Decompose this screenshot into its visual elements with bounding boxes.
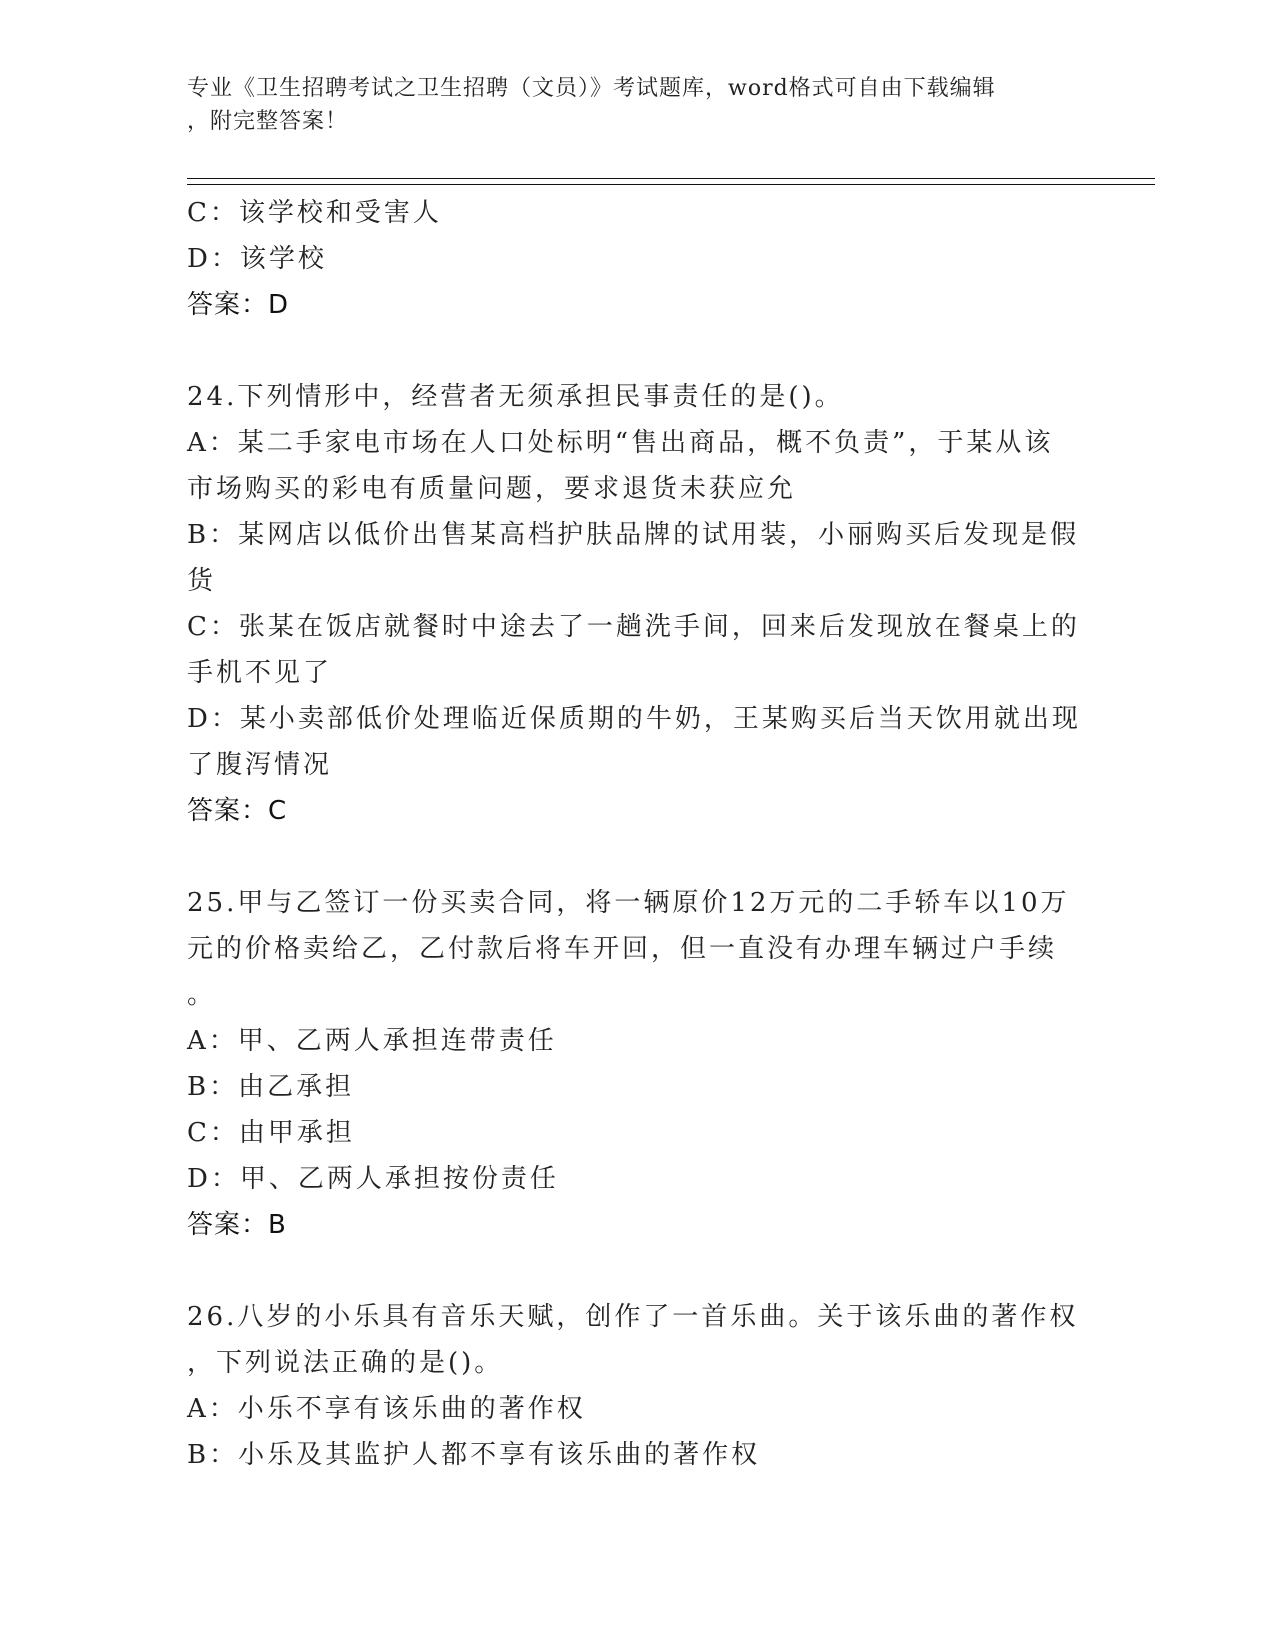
option-line: C：张某在饭店就餐时中途去了一趟洗手间，回来后发现放在餐桌上的 (187, 612, 1080, 642)
option-line: 市场购买的彩电有质量问题，要求退货未获应允 (187, 474, 797, 504)
question-block (187, 880, 1070, 1248)
header-title-line-2: ，附完整答案！ (187, 109, 349, 134)
option-line: A：某二手家电市场在人口处标明“售出商品，概不负责”，于某从该 (187, 428, 1054, 458)
option-line: D：甲、乙两人承担按份责任 (187, 1164, 559, 1194)
question-block (187, 1294, 1079, 1478)
option-line: B：由乙承担 (187, 1072, 355, 1102)
question-block (187, 190, 1067, 328)
answer-line: 答案：C (187, 796, 288, 826)
block-spacer (187, 1248, 1067, 1294)
document-header (187, 72, 1067, 138)
option-line: A：小乐不享有该乐曲的著作权 (187, 1394, 586, 1424)
question-stem: 元的价格卖给乙，乙付款后将车开回，但一直没有办理车辆过户手续 (187, 934, 1058, 964)
header-rule-top (187, 178, 1155, 179)
option-line: D：该学校 (187, 244, 327, 274)
answer-line: 答案：D (187, 290, 290, 320)
answer-line: 答案：B (187, 1210, 287, 1240)
option-line: 手机不见了 (187, 658, 333, 688)
question-stem: 。 (187, 980, 217, 1010)
header-rule-bottom (187, 184, 1155, 185)
document-body (187, 190, 1081, 1478)
question-stem: ，下列说法正确的是()。 (187, 1348, 504, 1378)
option-line: B：某网店以低价出售某高档护肤品牌的试用装，小丽购买后发现是假 (187, 520, 1080, 550)
header-title-line-1: 专业《卫生招聘考试之卫生招聘（文员）》考试题库，word格式可自由下载编辑 (187, 76, 996, 101)
question-stem: 24.下列情形中，经营者无须承担民事责任的是()。 (187, 382, 844, 412)
question-stem: 26.八岁的小乐具有音乐天赋，创作了一首乐曲。关于该乐曲的著作权 (187, 1302, 1079, 1332)
question-stem: 25.甲与乙签订一份买卖合同，将一辆原价12万元的二手轿车以10万 (187, 888, 1070, 918)
option-line: B：小乐及其监护人都不享有该乐曲的著作权 (187, 1440, 761, 1470)
option-line: C：由甲承担 (187, 1118, 355, 1148)
block-spacer (187, 834, 1067, 880)
option-line: 货 (187, 566, 217, 596)
option-line: C：该学校和受害人 (187, 198, 442, 228)
option-line: A：甲、乙两人承担连带责任 (187, 1026, 557, 1056)
block-spacer (187, 328, 1067, 374)
option-line: D：某小卖部低价处理临近保质期的牛奶，王某购买后当天饮用就出现 (187, 704, 1081, 734)
question-block (187, 374, 1081, 834)
option-line: 了腹泻情况 (187, 750, 333, 780)
